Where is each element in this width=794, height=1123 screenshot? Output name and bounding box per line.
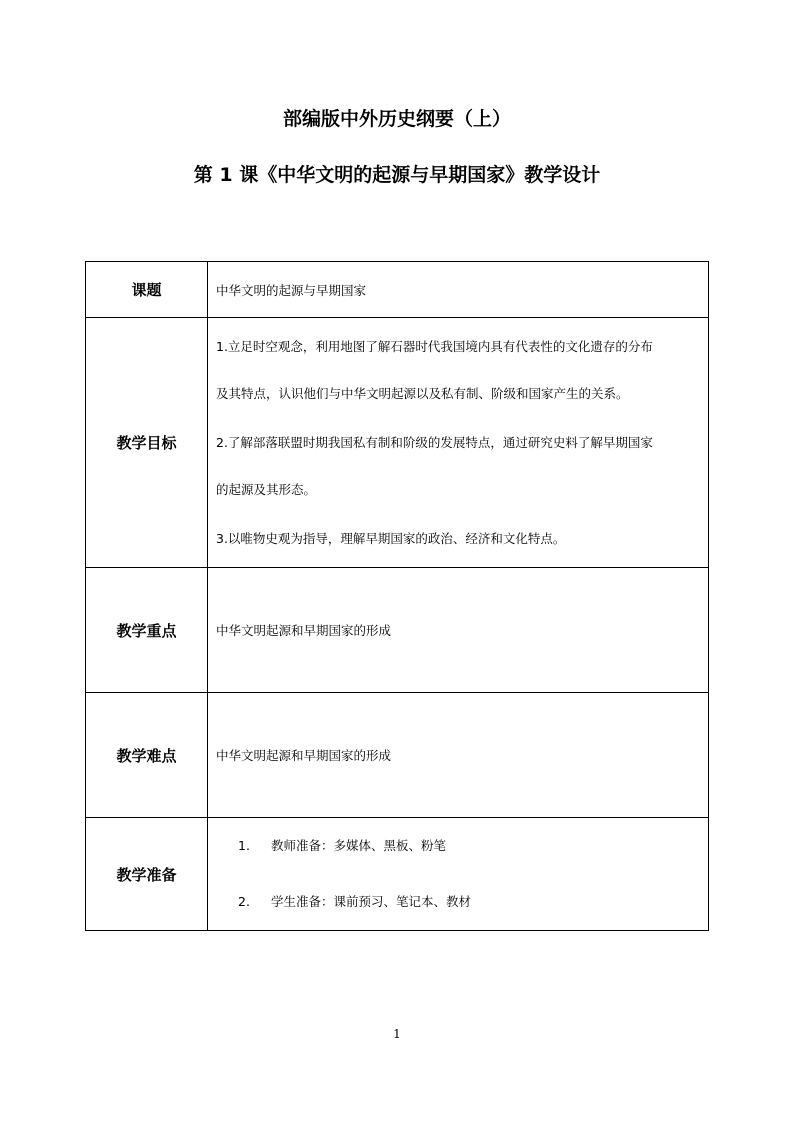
lesson-plan-table (85, 261, 709, 931)
list-item-text: 教师准备：多媒体、黑板、粉笔 (271, 838, 447, 853)
table-row-difficulties (86, 693, 709, 818)
difficulties-label: 教学难点 (86, 693, 208, 818)
table-row-preparation (86, 818, 709, 931)
key-points-value: 中华文明起源和早期国家的形成 (208, 568, 709, 693)
list-item-number: 2. (238, 894, 250, 909)
list-item (216, 818, 702, 874)
topic-value: 中华文明的起源与早期国家 (208, 262, 709, 318)
objective-line: 3.以唯物史观为指导，理解早期国家的政治、经济和文化特点。 (216, 531, 566, 546)
objective-line: 2.了解部落联盟时期我国私有制和阶级的发展特点，通过研究史料了解早期国家 (216, 435, 653, 450)
preparation-label: 教学准备 (86, 818, 208, 931)
list-item (216, 874, 702, 930)
difficulties-value: 中华文明起源和早期国家的形成 (208, 693, 709, 818)
page-number: 1 (393, 1027, 401, 1041)
lesson-title: 第 1 课《中华文明的起源与早期国家》教学设计 (193, 164, 601, 186)
objective-line: 的起源及其形态。 (216, 482, 317, 497)
list-item-text: 学生准备：课前预习、笔记本、教材 (271, 894, 472, 909)
document-title: 部编版中外历史纲要（上） (282, 108, 511, 130)
key-points-label: 教学重点 (86, 568, 208, 693)
table-row-objectives (86, 318, 709, 568)
topic-label: 课题 (86, 262, 208, 318)
preparation-content (208, 818, 709, 931)
list-item-number: 1. (238, 838, 250, 853)
table-row-key-points (86, 568, 709, 693)
objectives-content (208, 318, 709, 568)
objective-line: 及其特点，认识他们与中华文明起源以及私有制、阶级和国家产生的关系。 (216, 386, 629, 401)
objective-line: 1.立足时空观念，利用地图了解石器时代我国境内具有代表性的文化遗存的分布 (216, 339, 653, 354)
table-row-topic (86, 262, 709, 318)
objectives-label: 教学目标 (86, 318, 208, 568)
